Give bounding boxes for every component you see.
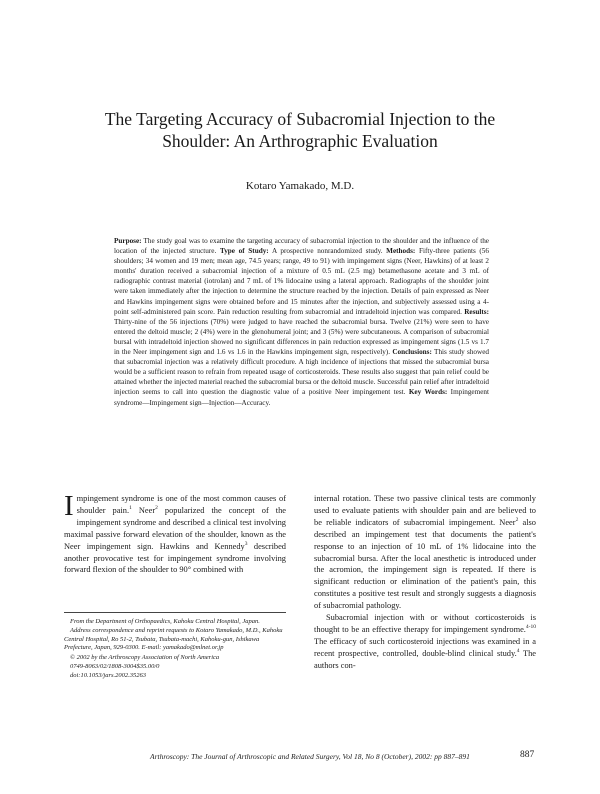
purpose-label: Purpose: [114,237,142,245]
journal-footer: Arthroscopy: The Journal of Arthroscopic and Related Surgery, Vol 18, No 8 (October), 2002: pp 887–891 [150,752,470,761]
body-column-left [64,490,286,576]
citation-ref: 1 [129,505,132,512]
type-label: Type of Study: [219,247,269,256]
footnote-issn: 0749-8063/02/1808-3004$35.00/0 [70,663,160,671]
body-column-right [314,493,536,672]
intro-paragraph [64,490,286,576]
conclusions-label: Conclusions: [392,348,432,357]
body-paragraph [314,612,536,672]
methods-label: Methods: [386,247,416,256]
footnote-doi: doi:10.1053/jars.2002.35263 [70,672,147,680]
footnote-department: From the Department of Orthopaedics, Kahoku Central Hospital, Japan. [70,618,260,625]
body-text: The authors con- [314,648,536,670]
conclusions-text: This study showed that subacromial injection was a relatively difficult procedure. A high incidence of injections that missed the subacromial bursa would be a sufficient reason to refrain from repeated usage of corticosteroids. These results also suggest that pain relief could be attained whether the injected material reached the subacromial bursa or the deltoid muscle. Successful pain relief after intradeltoid injection seems to call into question the diagnostic value of a positive Neer impingement test. [114,348,489,397]
drop-cap: I [64,490,74,522]
keywords-label: Key Words: [408,388,448,397]
article-title [60,108,540,152]
footnotes [64,618,286,682]
results-label: Results: [464,307,489,316]
footnote-copyright: © 2002 by the Arthroscopy Association of North America [70,653,220,661]
results-text: Thirty-nine of the 56 injections (70%) were judged to have reached the subacromial bursa. Twelve (21%) were seen to have entered the deltoid muscle; 2 (4%) were in the glenohumeral joint; and 3 (5%) were subcutaneous. A comparison of subacromial bursal with intradeltoid injection showed no significant differences in pain reduction expressed as impingement signs (1.5 vs 1.7 in the Neer impingement sign and 1.6 vs 1.6 in the Hawkins impingement sign, respectively). [114,317,489,357]
citation-ref: 4-10 [525,624,536,631]
title-line-2: Shoulder: An Arthrographic Evaluation [162,131,438,151]
author-name: Kotaro Yamakado, M.D. [245,180,355,192]
page-number: 887 [520,750,535,760]
keywords-text: Impingement syndrome—Impingement sign—Injection—Accuracy. [114,388,489,407]
citation-ref: 4 [516,647,520,654]
body-text: Subacromial injection with or without corticosteroids is thought to be an effective therapy for impingement syndrome. [314,613,536,634]
body-text: Neer [131,505,156,515]
title-line-1: The Targeting Accuracy of Subacromial Injection to the [104,109,496,129]
citation-ref: 3 [244,540,248,547]
body-text: also described an impingement test that documents the patient's response to an injection of 10 mL of 1% lidocaine into the subacromial bursa. After the local anesthetic is introduced under the acromion, the impingement sign is repeated. If there is significant reduction or elimination of the patient's pain, this constitutes a positive test result and strongly suggests a diagnosis of subacromial pathology. [314,517,536,611]
methods-text: Fifty-three patients (56 shoulders; 34 women and 19 men; mean age, 74.5 years; range, 49 to 91) with impingement signs (Neer, Hawkins) of at least 2 months' duration received a subacromial injection of a mixture of 0.5 mL (2.5 mg) betamethasone acetate and 3 mL of radiographic contrast material (iotrolan) and 7 mL of 1% lidocaine using a lateral approach. Radiographs of the shoulder joint were taken immediately after the injection to determine the structure reached by the injection. Details of pain expressed as Neer and Hawkins impingement signs were obtained before and 15 minutes after the injection, and subjectively assessed using a 4-point self-administered pain score. Pain reduction resulting from subacromial and intradeltoid injection was compared. [114,247,489,316]
footnote-divider [64,612,286,613]
citation-ref: 2 [155,505,158,512]
body-text: popularized the concept of the impingement syndrome and described a clinical test involving maximal passive forward elevation of the shoulder, known as the Neer impingement sign. Hawkins and Kennedy [64,505,286,551]
purpose-text: The study goal was to examine the targeting accuracy of subacromial injection to the shoulder and the influence of the location of the injected structure. [114,237,489,256]
citation-ref: 2 [515,517,519,524]
body-text: The efficacy of such corticosteroid injections was examined in a recent prospective, controlled, double-blind clinical study. [314,636,536,658]
body-text: mpingement syndrome is one of the most common causes of shoulder pain. [76,494,286,515]
body-text: internal rotation. These two passive clinical tests are commonly used to evaluate patients with shoulder pain and are believed to be reliable indicators of subacromial impingement. Neer [314,494,536,527]
type-text: A prospective nonrandomized study. [268,247,387,256]
body-paragraph [314,493,536,612]
body-text: described another provocative test for impingement syndrome involving forward flexion of the shoulder to 90° combined with [64,541,286,575]
abstract [114,236,489,408]
footnote-address: Address correspondence and reprint requests to Kotaro Yamakado, M.D., Kahoku Central Hospital, Ro 51-2, Tsubata, Tsubata-machi, Kahoku-gun, Ishikawa Prefecture, Japan, 929-0300. E-mail: yamakado@mlnet.or.jp [64,627,283,652]
